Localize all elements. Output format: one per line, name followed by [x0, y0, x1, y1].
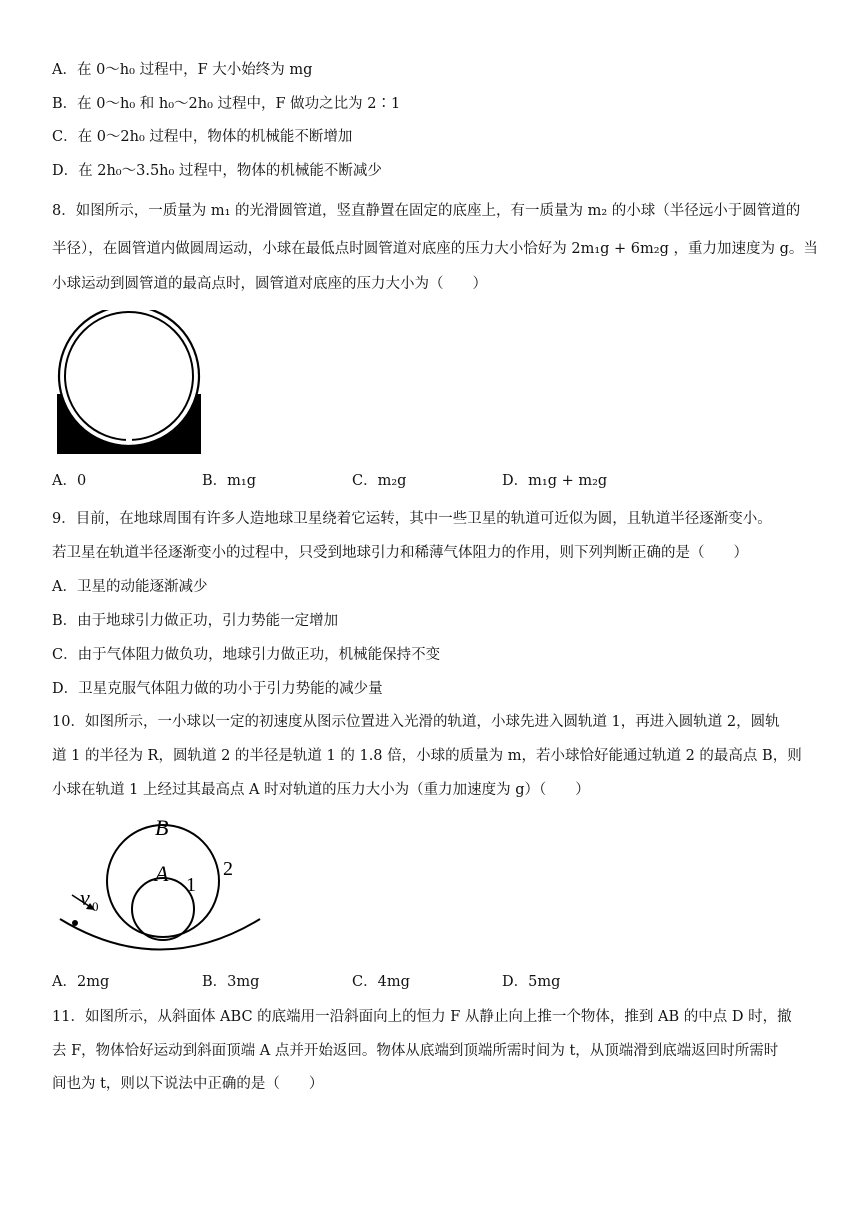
q9-option-b: B．由于地球引力做正功，引力势能一定增加 [52, 613, 339, 629]
q8-option-d: D．m₁g + m₂g [502, 473, 608, 489]
q11-stem-line1: 11．如图所示，从斜面体 ABC 的底端用一沿斜面向上的恒力 F 从静止向上推一个物体，推到 AB 的中点 D 时，撤 [52, 1009, 792, 1025]
q7-option-d: D．在 2h₀～3.5h₀ 过程中，物体的机械能不断减少 [52, 163, 382, 179]
q8-stem-line3: 小球运动到圆管道的最高点时，圆管道对底座的压力大小为（ ） [52, 276, 487, 292]
q10-option-b: B．3mg [202, 974, 260, 990]
q10-label-1: 1 [186, 874, 196, 896]
q10-option-a: A．2mg [52, 974, 110, 990]
q7-option-a: A．在 0～h₀ 过程中，F 大小始终为 mg [52, 62, 313, 78]
q10-label-b: B [155, 815, 169, 840]
q10-stem-line2: 道 1 的半径为 R，圆轨道 2 的半径是轨道 1 的 1.8 倍，小球的质量为 m，若小球恰好能通过轨道 2 的最高点 B，则 [52, 748, 802, 764]
q10-loop-1 [132, 878, 194, 940]
q9-option-c: C．由于气体阻力做负功，地球引力做正功，机械能保持不变 [52, 647, 441, 663]
q8-stem-line1: 8．如图所示，一质量为 m₁ 的光滑圆管道，竖直静置在固定的底座上，有一质量为 m₂ 的小球（半径远小于圆管道的 [52, 203, 801, 219]
q7-option-c: C．在 0～2h₀ 过程中，物体的机械能不断增加 [52, 129, 353, 145]
q10-label-a: A [155, 861, 169, 886]
q10-ball [72, 920, 78, 926]
q8-option-c: C．m₂g [352, 473, 407, 489]
q10-label-v: v [80, 885, 90, 910]
q11-stem-line2: 去 F，物体恰好运动到斜面顶端 A 点并开始返回。物体从底端到顶端所需时间为 t，从顶端滑到底端返回时所需时 [52, 1043, 779, 1059]
q9-option-a: A．卫星的动能逐渐减少 [52, 579, 208, 595]
q9-option-d: D．卫星克服气体阻力做的功小于引力势能的减少量 [52, 681, 383, 697]
q8-option-b: B．m₁g [202, 473, 256, 489]
q8-option-a: A．0 [52, 473, 87, 489]
q10-label-v-sub: 0 [92, 899, 99, 914]
q8-stem-line2: 半径），在圆管道内做圆周运动，小球在最低点时圆管道对底座的压力大小恰好为 2m₁g + 6m₂g ，重力加速度为 g。当 [52, 241, 818, 257]
q8-ball-gap [126, 438, 132, 444]
q11-stem-line3: 间也为 t，则以下说法中正确的是（ ） [52, 1076, 324, 1092]
q10-label-2: 2 [223, 858, 233, 880]
q10-stem-line3: 小球在轨道 1 上经过其最高点 A 时对轨道的压力大小为（重力加速度为 g）（ ） [52, 782, 590, 798]
q7-option-b: B．在 0～h₀ 和 h₀～2h₀ 过程中，F 做功之比为 2∶1 [52, 96, 401, 112]
q10-track [60, 919, 260, 950]
q8-tube-figure [55, 310, 205, 456]
q9-stem-line2: 若卫星在轨道半径逐渐变小的过程中，只受到地球引力和稀薄气体阻力的作用，则下列判断正确的是（ ） [52, 545, 748, 561]
q9-stem-line1: 9．目前，在地球周围有许多人造地球卫星绕着它运转，其中一些卫星的轨道可近似为圆，且轨道半径逐渐变小。 [52, 511, 772, 527]
q10-option-d: D．5mg [502, 974, 561, 990]
q8-tube-inner [65, 312, 193, 440]
q10-stem-line1: 10．如图所示，一小球以一定的初速度从图示位置进入光滑的轨道，小球先进入圆轨道 1，再进入圆轨道 2，圆轨 [52, 714, 780, 730]
q10-loop-figure [55, 815, 265, 960]
q10-option-c: C．4mg [352, 974, 410, 990]
